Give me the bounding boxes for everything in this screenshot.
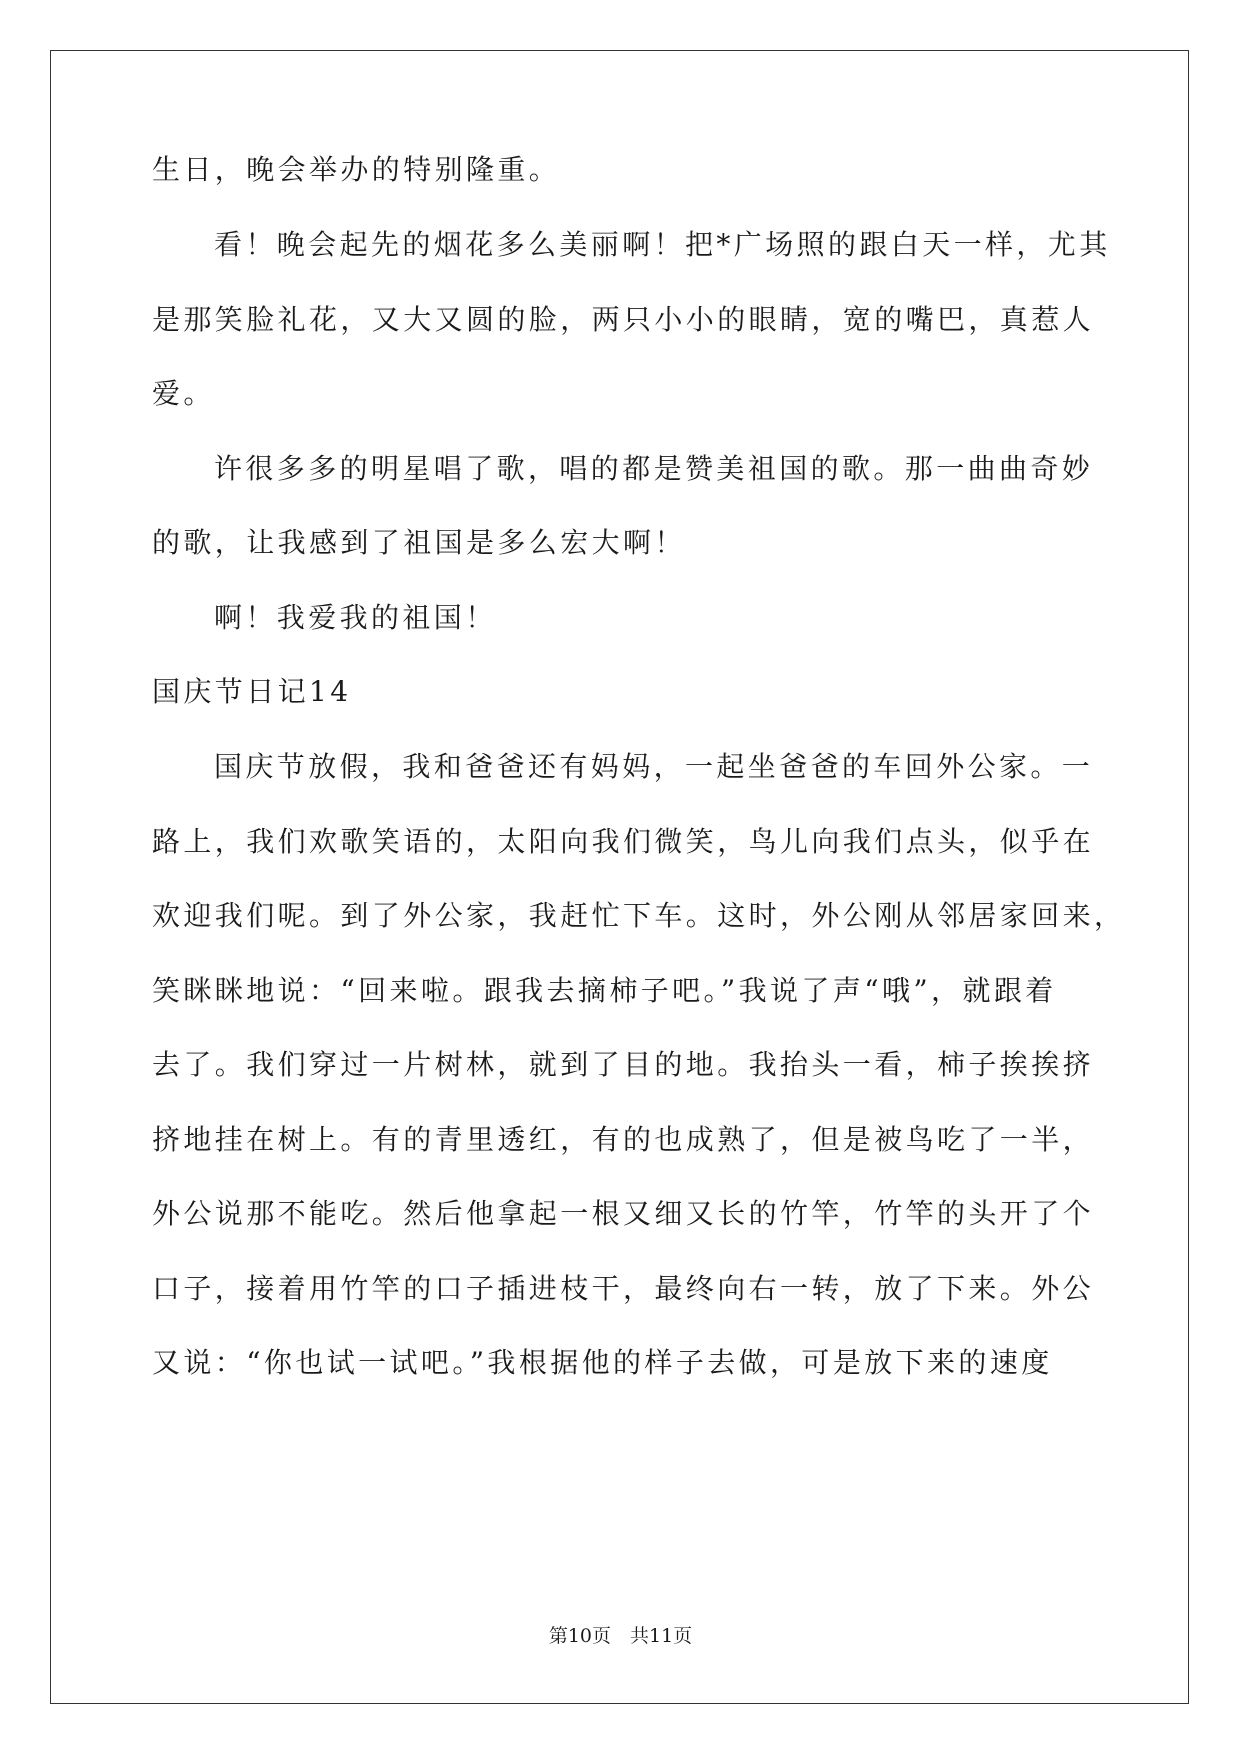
paragraph-line: 许很多多的明星唱了歌，唱的都是赞美祖国的歌。那一曲曲奇妙: [214, 452, 1094, 485]
text-line: 路上，我们欢歌笑语的，太阳向我们微笑，鸟儿向我们点头，似乎在: [152, 825, 1095, 858]
page-number: 第10页 共11页: [548, 1625, 693, 1647]
text-line: 是那笑脸礼花，又大又圆的脸，两只小小的眼睛，宽的嘴巴，真惹人: [152, 303, 1095, 336]
text-line: 生日，晚会举办的特别隆重。: [152, 153, 561, 186]
text-line: 欢迎我们呢。到了外公家，我赶忙下车。这时，外公刚从邻居家回来，: [152, 899, 1126, 932]
paragraph-line: 啊！我爱我的祖国！: [214, 601, 497, 634]
text-line: 又说：“你也试一试吧。”我根据他的样子去做，可是放下来的速度: [152, 1346, 1053, 1379]
section-heading: 国庆节日记14: [152, 675, 352, 708]
text-line: 笑眯眯地说：“回来啦。跟我去摘柿子吧。”我说了声“哦”，就跟着: [152, 974, 1057, 1007]
paragraph-line: 国庆节放假，我和爸爸还有妈妈，一起坐爸爸的车回外公家。一: [214, 750, 1094, 783]
text-line: 口子，接着用竹竿的口子插进枝干，最终向右一转，放了下来。外公: [152, 1272, 1095, 1305]
paragraph-line: 看！晚会起先的烟花多么美丽啊！把*广场照的跟白天一样，尤其: [214, 228, 1111, 261]
page-border: [50, 50, 1189, 1704]
text-line: 去了。我们穿过一片树林，就到了目的地。我抬头一看，柿子挨挨挤: [152, 1048, 1095, 1081]
text-line: 爱。: [152, 377, 215, 410]
text-line: 的歌，让我感到了祖国是多么宏大啊！: [152, 526, 686, 559]
text-line: 外公说那不能吃。然后他拿起一根又细又长的竹竿，竹竿的头开了个: [152, 1197, 1095, 1230]
text-line: 挤地挂在树上。有的青里透红，有的也成熟了，但是被鸟吃了一半，: [152, 1123, 1095, 1156]
